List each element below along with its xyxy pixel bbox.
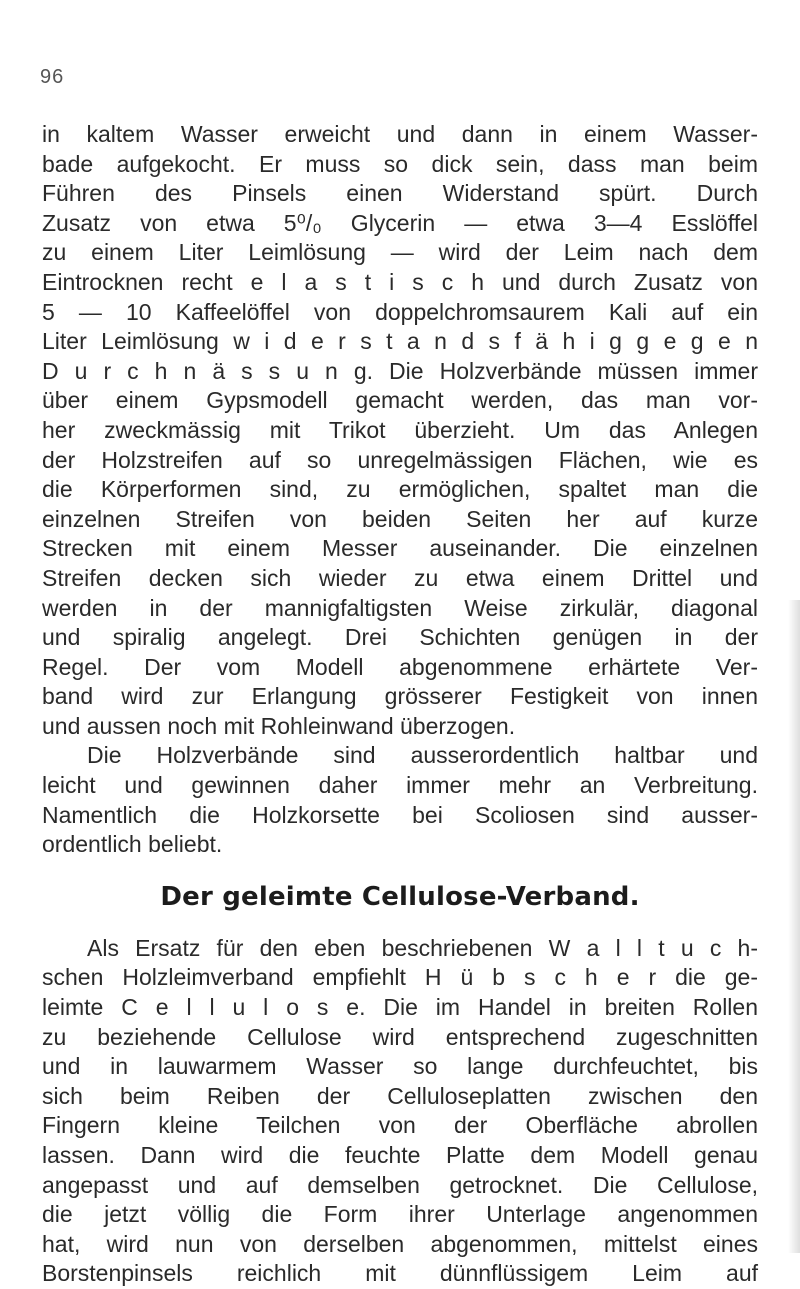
text-line: Die Holzverbände sind ausserordentlich haltbar und bbox=[87, 742, 758, 769]
text-line: Fingern kleine Teilchen von der Oberfläche abrollen bbox=[42, 1112, 758, 1139]
text-line: einzelnen Streifen von beiden Seiten her auf kurze bbox=[42, 505, 758, 532]
text-line: Namentlich die Holzkorsette bei Scoliosen sind ausser- bbox=[42, 801, 758, 828]
text-line: der Holzstreifen auf so unregelmässigen Flächen, wie es bbox=[42, 446, 758, 473]
text-line: und spiralig angelegt. Drei Schichten genügen in der bbox=[42, 624, 758, 651]
text-line: werden in der mannigfaltigsten Weise zirkulär, diagonal bbox=[42, 594, 758, 621]
text-line: Führen des Pinsels einen Widerstand spürt. Durch bbox=[42, 180, 758, 207]
text-line: angepasst und auf demselben getrocknet. Die Cellulose, bbox=[42, 1171, 758, 1198]
section-heading-wrap bbox=[42, 860, 758, 934]
text-line: Strecken mit einem Messer auseinander. Die einzelnen bbox=[42, 535, 758, 562]
text-line: schen Holzleimverband empfiehlt H ü b s c h e r die ge- bbox=[42, 964, 758, 991]
text-line: Liter Leimlösung w i d e r s t a n d s f ä h i g g e g e n bbox=[42, 328, 758, 355]
text-line: die jetzt völlig die Form ihrer Unterlage angenommen bbox=[42, 1201, 758, 1228]
text-line: bade aufgekocht. Er muss so dick sein, dass man beim bbox=[42, 150, 758, 177]
text-line: Streifen decken sich wieder zu etwa einem Drittel und bbox=[42, 564, 758, 591]
text-line: ordentlich beliebt. bbox=[42, 831, 223, 858]
text-line: und in lauwarmem Wasser so lange durchfeuchtet, bis bbox=[42, 1053, 758, 1080]
text-line: über einem Gypsmodell gemacht werden, das man vor- bbox=[42, 387, 758, 414]
text-line: 5 — 10 Kaffeelöffel von doppelchromsaurem Kali auf ein bbox=[42, 298, 758, 325]
text-line: leicht und gewinnen daher immer mehr an Verbreitung. bbox=[42, 772, 758, 799]
text-line: sich beim Reiben der Celluloseplatten zwischen den bbox=[42, 1082, 758, 1109]
text-line: zu einem Liter Leimlösung — wird der Leim nach dem bbox=[42, 239, 758, 266]
text-line: in kaltem Wasser erweicht und dann in einem Wasser- bbox=[42, 121, 758, 147]
text-line: Als Ersatz für den eben beschriebenen W a l l t u c h- bbox=[87, 934, 758, 961]
text-line: und aussen noch mit Rohleinwand überzogen. bbox=[42, 712, 516, 739]
text-line: Eintrocknen recht e l a s t i s c h und durch Zusatz von bbox=[42, 268, 758, 295]
paragraph-2 bbox=[42, 741, 758, 859]
text-line: Borstenpinsels reichlich mit dünnflüssigem Leim auf bbox=[42, 1260, 758, 1287]
paragraph-1 bbox=[42, 120, 758, 741]
text-line: her zweckmässig mit Trikot überzieht. Um das Anlegen bbox=[42, 416, 758, 443]
section-heading: Der geleimte Cellulose-Verband. bbox=[160, 881, 640, 912]
text-line: lassen. Dann wird die feuchte Platte dem Modell genau bbox=[42, 1142, 758, 1168]
text-line: Zusatz von etwa 5⁰/₀ Glycerin — etwa 3—4 Esslöffel bbox=[42, 209, 758, 236]
text-line: D u r c h n ä s s u n g. Die Holzverbände müssen immer bbox=[42, 357, 758, 384]
text-line: die Körperformen sind, zu ermöglichen, spaltet man die bbox=[42, 476, 758, 503]
text-line: Regel. Der vom Modell abgenommene erhärtete Ver- bbox=[42, 653, 758, 680]
text-line: hat, wird nun von derselben abgenommen, mittelst eines bbox=[42, 1230, 758, 1257]
page-edge-shadow bbox=[788, 600, 800, 1253]
page-number: 96 bbox=[40, 66, 65, 88]
body-text bbox=[42, 120, 758, 1289]
text-line: zu beziehende Cellulose wird entsprechend zugeschnitten bbox=[42, 1023, 758, 1050]
text-line: leimte C e l l u l o s e. Die im Handel in breiten Rollen bbox=[42, 994, 758, 1021]
paragraph-3 bbox=[42, 934, 758, 1289]
text-line: band wird zur Erlangung grösserer Festigkeit von innen bbox=[42, 683, 758, 710]
